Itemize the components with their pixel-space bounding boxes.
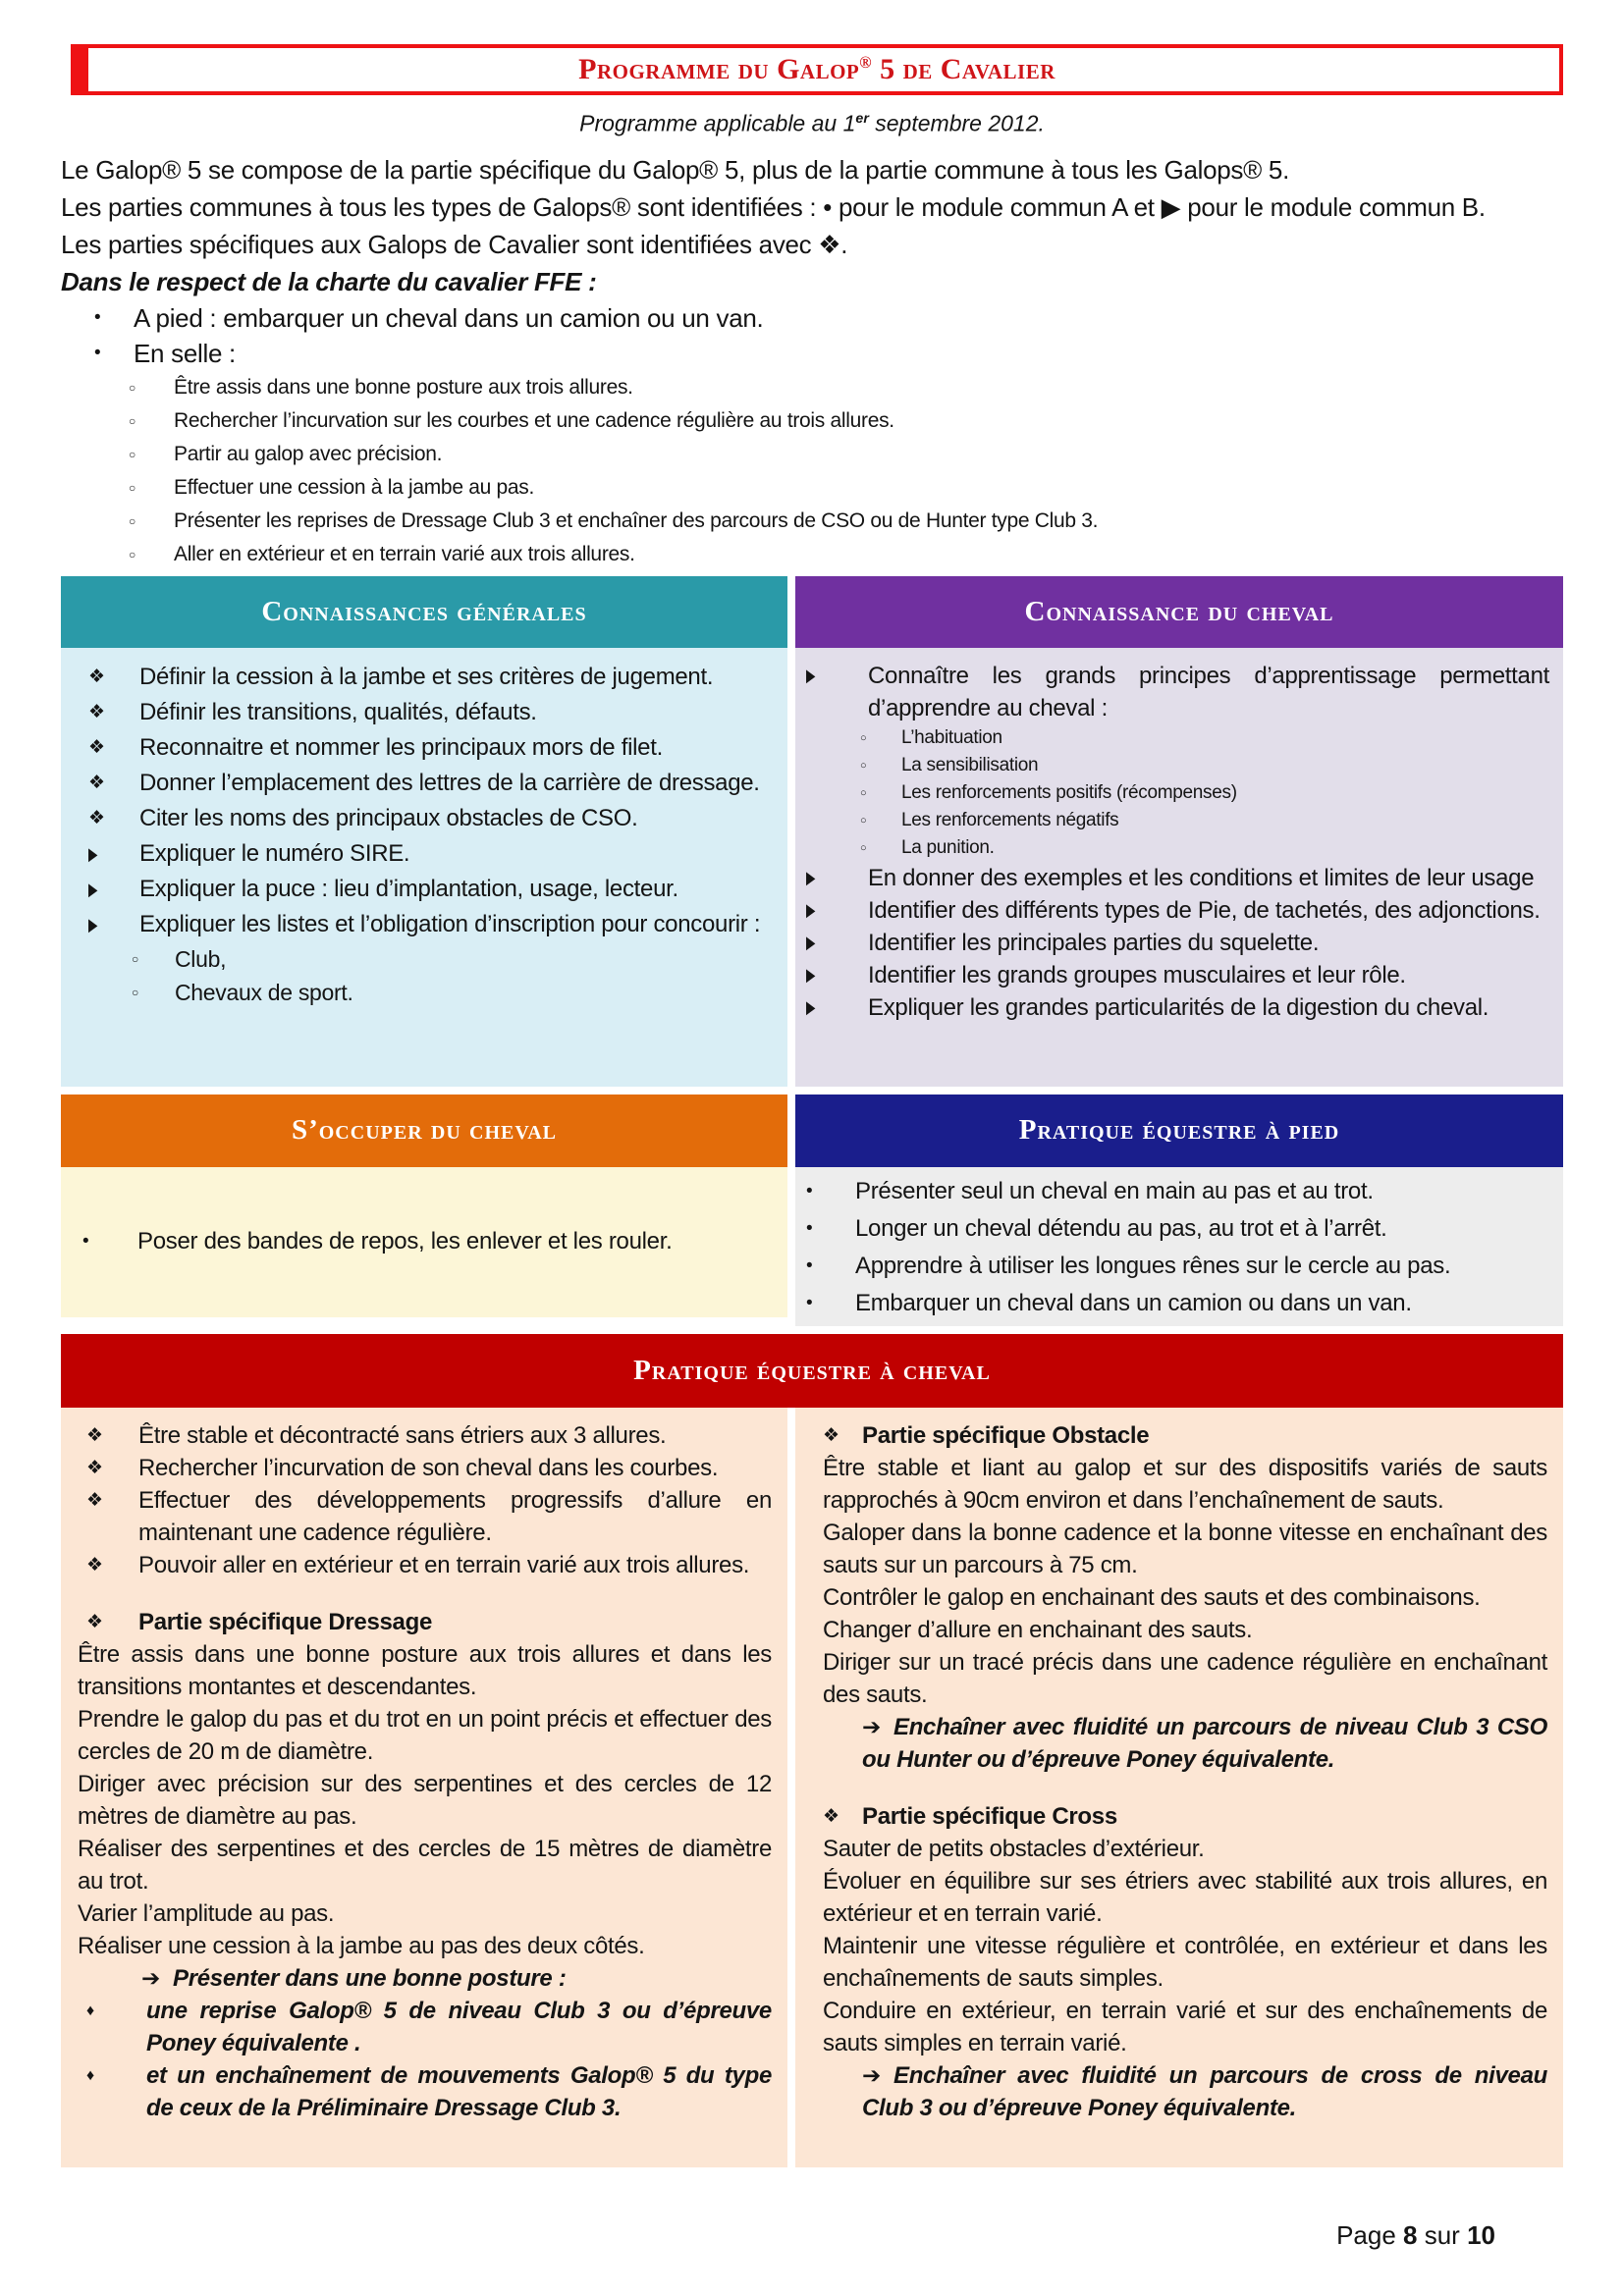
list-item-text: Présenter dans une bonne posture :	[172, 1964, 567, 1992]
list-item-text: Rechercher l’incurvation de son cheval dans les courbes.	[138, 1454, 719, 1481]
list-item-text: Réaliser des serpentines et des cercles de 15 mètres de diamètre au trot.	[78, 1835, 772, 1895]
list-item-text: Poser des bandes de repos, les enlever et les rouler.	[137, 1228, 673, 1255]
list-item-text: Effectuer des développements progressifs d’allure en maintenant une cadence régulière.	[138, 1486, 772, 1546]
list-item-text: La punition.	[901, 836, 995, 858]
subtitle-text-2: septembre 2012.	[868, 110, 1045, 136]
list-item	[61, 801, 768, 836]
col-connaissances-generales	[61, 576, 787, 1087]
list-item-text: Contrôler le galop en enchainant des sauts et des combinaisons.	[823, 1583, 1481, 1611]
list-item-text: Identifier les grands groupes musculaires et leur rôle.	[868, 961, 1406, 988]
col-soccuper-du-cheval	[61, 1095, 787, 1326]
list-item	[795, 1248, 1551, 1285]
list-item	[795, 991, 1549, 1024]
diamond-bullet-icon: ❖	[88, 807, 105, 828]
list-item	[795, 834, 1549, 862]
list-item	[61, 2059, 772, 2124]
list-item-text: Expliquer le numéro SIRE.	[139, 839, 410, 867]
diamond-bullet-icon: ❖	[86, 1489, 103, 1511]
list-item	[795, 1800, 1547, 1833]
list-item	[795, 660, 1549, 724]
table-soin-et-pied	[61, 1095, 1563, 1326]
diamond-bullet-icon: ❖	[86, 1554, 103, 1575]
list-item-text: Définir les transitions, qualités, défauts.	[139, 698, 537, 725]
triangle-bullet-icon: ▶	[806, 932, 816, 952]
dot-bullet-icon: •	[806, 1180, 813, 1201]
list-item	[795, 1646, 1547, 1711]
list-item-text: Varier l’amplitude au pas.	[78, 1899, 335, 1927]
triangle-bullet-icon: ▶	[806, 964, 816, 985]
list-item	[795, 1517, 1547, 1581]
list-item-text: Être assis dans une bonne posture aux trois allures et dans les transitions montantes et descendantes.	[78, 1640, 772, 1700]
list-item-text: Sauter de petits obstacles d’extérieur.	[823, 1835, 1205, 1862]
list-item	[61, 1897, 772, 1930]
circle-bullet-icon: ○	[132, 985, 138, 999]
list-item-text: Apprendre à utiliser les longues rênes sur le cercle au pas.	[855, 1252, 1451, 1279]
list-item-text: La sensibilisation	[901, 754, 1039, 775]
subtitle-superscript: er	[855, 111, 869, 127]
list-item-text: En selle :	[134, 338, 236, 368]
page-number	[1336, 2220, 1495, 2251]
col-pratique-a-pied	[795, 1095, 1563, 1326]
dot-bullet-icon: •	[82, 1231, 89, 1253]
body-pratique-a-pied	[795, 1167, 1563, 1326]
list-item-text: Longer un cheval détendu au pas, au trot et à l’arrêt.	[855, 1214, 1387, 1242]
list-item	[61, 976, 768, 1009]
list-item-text: Conduire en extérieur, en terrain varié et sur des enchaînements de sauts simples en terrain varié.	[823, 1997, 1547, 2056]
triangle-bullet-icon: ▶	[88, 914, 98, 934]
list-item	[795, 1419, 1547, 1452]
list-item-text: En donner des exemples et les conditions et limites de leur usage	[868, 864, 1535, 891]
list-item-text: Présenter les reprises de Dressage Club 3 et enchaîner des parcours de CSO ou de Hunter type Club 3.	[174, 508, 1099, 532]
intro-paragraph-3: Les parties spécifiques aux Galops de Cavalier sont identifiées avec ❖.	[61, 229, 848, 259]
list-item-text: Rechercher l’incurvation sur les courbes et une cadence régulière au trois allures.	[174, 408, 894, 432]
list-item	[795, 779, 1549, 807]
subtitle	[61, 105, 1563, 137]
list-item	[61, 1833, 772, 1897]
triangle-bullet-icon: ▶	[806, 899, 816, 920]
triangle-bullet-icon: ▶	[88, 879, 98, 899]
list-item-text: Diriger avec précision sur des serpentines et des cercles de 12 mètres de diamètre au pas.	[78, 1770, 772, 1830]
pratique-cheval-right-column	[795, 1408, 1563, 2167]
header-pratique-a-cheval: Pratique équestre à cheval	[61, 1334, 1563, 1408]
intro-section	[61, 151, 1563, 300]
intro-paragraph-1: Le Galop® 5 se compose de la partie spécifique du Galop® 5, plus de la partie commune à tous les Galops® 5.	[61, 154, 1289, 185]
subtitle-text: Programme applicable au 1	[579, 110, 856, 136]
arrow-bullet-icon: ➔	[862, 2061, 881, 2088]
list-item	[61, 942, 768, 976]
list-item	[795, 1995, 1547, 2059]
list-item-text: Pouvoir aller en extérieur et en terrain varié aux trois allures.	[138, 1551, 750, 1578]
list-item	[795, 1614, 1547, 1646]
list-item-text: Chevaux de sport.	[175, 979, 353, 1005]
list-item-text: Club,	[175, 945, 227, 972]
col-connaissance-du-cheval	[795, 576, 1563, 1087]
header-pratique-a-pied: Pratique équestre à pied	[795, 1095, 1563, 1167]
circle-bullet-icon: ○	[129, 547, 135, 561]
list-item-text: Enchaîner avec fluidité un parcours de niveau Club 3 CSO ou Hunter ou d’épreuve Poney équivalente.	[862, 1713, 1547, 1773]
list-item	[795, 927, 1549, 959]
page-title-text-2: 5 de Cavalier	[872, 53, 1056, 85]
list-item-text: Embarquer un cheval dans un camion ou dans un van.	[855, 1289, 1412, 1316]
arrow-bullet-icon: ➔	[862, 1713, 881, 1739]
header-soccuper-du-cheval: S’occuper du cheval	[61, 1095, 787, 1167]
list-item-text: Les renforcements positifs (récompenses)	[901, 781, 1237, 803]
list-item	[61, 1995, 772, 2059]
page-number-total: 10	[1467, 2220, 1495, 2250]
list-item	[61, 1224, 772, 1259]
list-item-text: Être assis dans une bonne posture aux trois allures.	[174, 375, 633, 399]
list-item-text: Définir la cession à la jambe et ses critères de jugement.	[139, 663, 714, 690]
diamond-bullet-icon: ❖	[88, 736, 105, 758]
diamond-bullet-icon: ❖	[823, 1424, 839, 1446]
list-item	[61, 505, 1563, 538]
list-item-text: Enchaîner avec fluidité un parcours de cross de niveau Club 3 ou d’épreuve Poney équivalente.	[862, 2061, 1547, 2121]
dot-bullet-icon: •	[806, 1255, 813, 1276]
list-item	[61, 1419, 772, 1452]
header-connaissance-du-cheval: Connaissance du cheval	[795, 576, 1563, 648]
list-item	[61, 371, 1563, 404]
list-item-text: Citer les noms des principaux obstacles de CSO.	[139, 804, 638, 831]
list-item	[795, 807, 1549, 834]
body-soccuper-du-cheval	[61, 1167, 787, 1317]
table-pratique-a-cheval	[61, 1334, 1563, 2167]
intro-bullet-list	[61, 300, 1563, 571]
body-connaissance-du-cheval	[795, 648, 1563, 1087]
list-item	[61, 1768, 772, 1833]
list-item	[795, 1833, 1547, 1865]
registered-mark-icon: ®	[859, 53, 873, 72]
circle-bullet-icon: ○	[132, 951, 138, 966]
list-item	[61, 872, 768, 907]
intro-paragraph-2: Les parties communes à tous les types de Galops® sont identifiées : • pour le module commun A et ▶ pour le module commun B.	[61, 191, 1486, 222]
list-item	[61, 766, 768, 801]
pratique-cheval-left-column	[61, 1408, 787, 2167]
list-item	[61, 836, 768, 872]
list-item	[795, 1930, 1547, 1995]
page-title	[578, 53, 1056, 86]
list-item-text: et un enchaînement de mouvements Galop® 5 du type de ceux de la Préliminaire Dressage Club 3.	[146, 2061, 772, 2121]
list-item-text: L’habituation	[901, 726, 1002, 748]
title-left-red-bar	[75, 48, 88, 91]
circle-bullet-icon: ○	[129, 413, 135, 428]
list-item-text: Connaître les grands principes d’apprentissage permettant d’apprendre au cheval :	[868, 662, 1549, 721]
circle-bullet-icon: ○	[860, 786, 867, 799]
list-item-text: Identifier des différents types de Pie, de tachetés, des adjonctions.	[868, 896, 1541, 924]
list-item-text: Partie spécifique Cross	[862, 1802, 1117, 1830]
list-item	[61, 730, 768, 766]
list-item-text: Effectuer une cession à la jambe au pas.	[174, 475, 535, 499]
list-item	[61, 907, 768, 942]
list-item-text: Prendre le galop du pas et du trot en un point précis et effectuer des cercles de 20 m de diamètre.	[78, 1705, 772, 1765]
list-item	[61, 660, 768, 695]
list-item	[795, 1865, 1547, 1930]
small-diamond-bullet-icon: ♦	[86, 2002, 94, 2019]
list-item	[61, 300, 1563, 336]
circle-bullet-icon: ○	[129, 380, 135, 395]
list-item	[795, 894, 1549, 927]
triangle-bullet-icon: ▶	[806, 996, 816, 1017]
list-item	[61, 1638, 772, 1703]
list-item	[795, 752, 1549, 779]
list-item	[795, 1173, 1551, 1210]
list-item-text: Les renforcements négatifs	[901, 809, 1119, 830]
page-number-current: 8	[1403, 2220, 1418, 2250]
list-item-text: Identifier les principales parties du squelette.	[868, 929, 1320, 956]
list-item-text: Galoper dans la bonne cadence et la bonne vitesse en enchaînant des sauts sur un parcours à 75 cm.	[823, 1519, 1547, 1578]
diamond-bullet-icon: ❖	[88, 701, 105, 722]
list-item	[61, 404, 1563, 438]
circle-bullet-icon: ○	[860, 731, 867, 744]
circle-bullet-icon: ○	[129, 480, 135, 495]
dot-bullet-icon: •	[806, 1217, 813, 1239]
list-item-text: Diriger sur un tracé précis dans une cadence régulière en enchaînant des sauts.	[823, 1648, 1547, 1708]
list-item	[61, 1452, 772, 1484]
list-item	[795, 2059, 1547, 2124]
body-pratique-a-cheval	[61, 1408, 1563, 2167]
list-item-text: Partir au galop avec précision.	[174, 442, 443, 465]
small-diamond-bullet-icon: ♦	[86, 2066, 94, 2084]
circle-bullet-icon: ○	[860, 841, 867, 854]
page-number-label: Page	[1336, 2220, 1404, 2250]
body-connaissances-generales	[61, 648, 787, 1087]
list-item	[61, 1703, 772, 1768]
diamond-bullet-icon: ❖	[88, 772, 105, 793]
list-item-text: Maintenir une vitesse régulière et contrôlée, en extérieur et dans les enchaînements de sauts simples.	[823, 1932, 1547, 1992]
list-item	[61, 1930, 772, 1962]
circle-bullet-icon: ○	[860, 759, 867, 772]
list-item	[61, 1484, 772, 1549]
list-item-text: une reprise Galop® 5 de niveau Club 3 ou d’épreuve Poney équivalente .	[146, 1997, 772, 2056]
list-item-text: Réaliser une cession à la jambe au pas des deux côtés.	[78, 1932, 645, 1959]
table-connaissances	[61, 576, 1563, 1087]
list-item	[61, 471, 1563, 505]
list-item	[61, 438, 1563, 471]
list-item-text: Partie spécifique Dressage	[138, 1608, 433, 1635]
circle-bullet-icon: ○	[129, 513, 135, 528]
list-item-text: Expliquer les grandes particularités de la digestion du cheval.	[868, 993, 1489, 1021]
list-item	[61, 695, 768, 730]
list-item	[795, 1285, 1551, 1322]
diamond-bullet-icon: ❖	[86, 1457, 103, 1478]
header-connaissances-generales: Connaissances générales	[61, 576, 787, 648]
list-item	[795, 724, 1549, 752]
list-item-text: Être stable et liant au galop et sur des dispositifs variés de sauts rapprochés à 90cm environ et dans l’enchaînement de sauts.	[823, 1454, 1547, 1514]
list-item	[795, 1711, 1547, 1776]
arrow-bullet-icon: ➔	[141, 1964, 160, 1991]
list-item-text: A pied : embarquer un cheval dans un camion ou un van.	[134, 302, 764, 333]
list-item	[61, 538, 1563, 571]
list-item	[61, 336, 1563, 371]
list-item	[61, 1962, 772, 1995]
list-item	[795, 862, 1549, 894]
dot-bullet-icon: •	[94, 306, 101, 328]
list-item	[795, 1452, 1547, 1517]
list-item-text: Aller en extérieur et en terrain varié aux trois allures.	[174, 542, 635, 565]
list-item	[61, 1549, 772, 1581]
page-content	[61, 0, 1563, 2167]
triangle-bullet-icon: ▶	[806, 665, 816, 685]
list-item	[795, 1581, 1547, 1614]
list-item	[795, 959, 1549, 991]
list-item-text: Expliquer les listes et l’obligation d’inscription pour concourir :	[139, 910, 761, 937]
list-item-text: Changer d’allure en enchainant des sauts.	[823, 1616, 1253, 1643]
charte-ffe-heading: Dans le respect de la charte du cavalier FFE :	[61, 266, 597, 296]
circle-bullet-icon: ○	[860, 814, 867, 827]
dot-bullet-icon: •	[806, 1292, 813, 1313]
diamond-bullet-icon: ❖	[88, 666, 105, 687]
list-item-text: Évoluer en équilibre sur ses étriers avec stabilité aux trois allures, en extérieur et en terrain varié.	[823, 1867, 1547, 1927]
list-item-text: Partie spécifique Obstacle	[862, 1421, 1150, 1449]
triangle-bullet-icon: ▶	[88, 843, 98, 864]
list-item	[61, 1606, 772, 1638]
list-item-text: Donner l’emplacement des lettres de la carrière de dressage.	[139, 769, 760, 796]
list-item	[795, 1210, 1551, 1248]
diamond-bullet-icon: ❖	[823, 1805, 839, 1827]
title-box	[71, 44, 1563, 95]
diamond-bullet-icon: ❖	[86, 1611, 103, 1632]
list-item-text: Expliquer la puce : lieu d’implantation, usage, lecteur.	[139, 875, 678, 902]
circle-bullet-icon: ○	[129, 447, 135, 461]
diamond-bullet-icon: ❖	[86, 1424, 103, 1446]
list-item-text: Être stable et décontracté sans étriers aux 3 allures.	[138, 1421, 667, 1449]
page-title-text: Programme du Galop	[578, 53, 860, 85]
dot-bullet-icon: •	[94, 342, 101, 363]
list-item-text: Reconnaitre et nommer les principaux mors de filet.	[139, 733, 663, 761]
list-item-text: Présenter seul un cheval en main au pas et au trot.	[855, 1177, 1374, 1204]
triangle-bullet-icon: ▶	[806, 867, 816, 887]
page-number-sep: sur	[1417, 2220, 1468, 2250]
